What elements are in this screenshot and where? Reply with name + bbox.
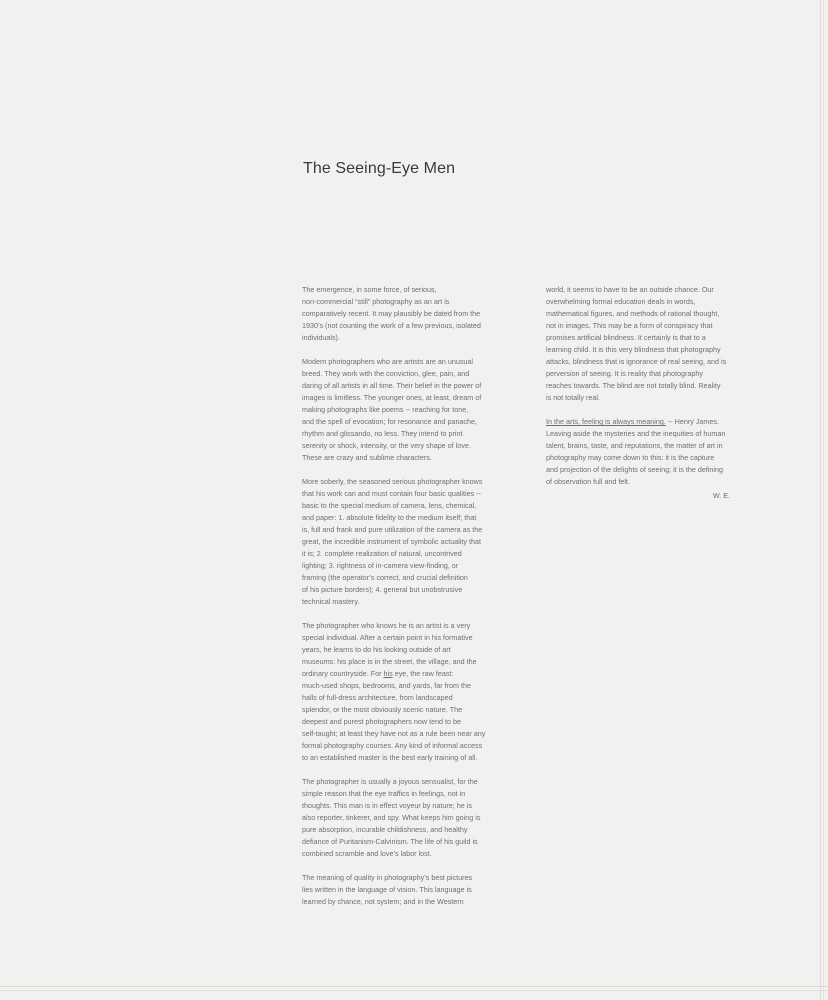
text-line: halls of full-dress architecture, from landscaped	[302, 693, 453, 702]
text-line: it is; 2. complete realization of natural, uncontrived	[302, 549, 462, 558]
text-line: 1930’s (not counting the work of a few previous, isolated	[302, 321, 481, 330]
text-line: ordinary countryside. For his eye, the raw feast:	[302, 669, 454, 678]
text-line: and the spell of evocation; for resonance and panache,	[302, 417, 478, 426]
text-line: simple reason that the eye traffics in feelings, not in	[302, 789, 466, 798]
text-line: of his picture borders); 4. general but unobstrusive	[302, 585, 463, 594]
paragraph	[302, 872, 494, 908]
text-line: talent, brains, taste, and reputations, the matter of art in	[546, 441, 723, 450]
text-line: daring of all artists in all time. Their belief in the power of	[302, 381, 482, 390]
text-line: is not totally real.	[546, 393, 600, 402]
text-line: that his work can and must contain four basic qualities --	[302, 489, 481, 498]
text-line: The photographer who knows he is an artist is a very	[302, 621, 471, 630]
text-line: and paper: 1. absolute fidelity to the medium itself; that	[302, 513, 477, 522]
paragraph	[302, 620, 494, 764]
text-line: photography may come down to this: it is the capture	[546, 453, 715, 462]
quote-continuation	[546, 428, 736, 488]
quote-line	[546, 416, 736, 428]
paragraph	[302, 476, 494, 608]
text-line: self-taught; at least they have not as a rule been near any	[302, 729, 486, 738]
text-line: comparatively recent. It may plausibly be dated from the	[302, 309, 481, 318]
page-edge-right-inner	[823, 0, 824, 1000]
text-line: is, full and frank and pure utilization of the camera as the	[302, 525, 483, 534]
text-line: overwhelming formal education deals in words,	[546, 297, 696, 306]
text-line: years, he learns to do his looking outside of art	[302, 645, 451, 654]
text-line: defiance of Puritanism-Calvinism. The life of his guild is	[302, 837, 478, 846]
text-line: also reporter, tinkerer, and spy. What keeps him going is	[302, 813, 481, 822]
text-line: rhythm and glissando, no less. They intend to print	[302, 429, 463, 438]
text-line: lighting; 3. rightness of in-camera view-finding, or	[302, 561, 459, 570]
page-title: The Seeing-Eye Men	[303, 160, 456, 177]
text-line: combined scramble and love’s labor lost.	[302, 849, 432, 858]
text-line: The emergence, in some force, of serious,	[302, 285, 437, 294]
text-line: world, it seems to have to be an outside chance. Our	[546, 285, 714, 294]
text-line: of observation full and felt.	[546, 477, 630, 486]
paragraph	[302, 284, 494, 344]
text-line: deepest and purest photographers now tend to be	[302, 717, 462, 726]
text-line: perversion of seeing. It is reality that photography	[546, 369, 704, 378]
text-line: attacks, blindness that is ignorance of real seeing, and is	[546, 357, 727, 366]
text-line: framing (the operator’s correct, and crucial definition	[302, 573, 468, 582]
text-line: non-commercial “still” photography as an art is	[302, 297, 450, 306]
text-line: technical mastery.	[302, 597, 360, 606]
text-line: and projection of the delights of seeing; it is the defining	[546, 465, 724, 474]
text-line: making photographs like poems -- reaching for tone,	[302, 405, 469, 414]
text-line: much-used shops, bedrooms, and yards, far from the	[302, 681, 471, 690]
page-edge-bottom-inner	[0, 990, 828, 991]
text-line: mathematical figures, and methods of rational thought,	[546, 309, 720, 318]
text-line: individuals).	[302, 333, 340, 342]
text-line: not in images. This may be a form of conspiracy that	[546, 321, 713, 330]
text-line: images is limitless. The younger ones, at least, dream of	[302, 393, 482, 402]
text-line: The meaning of quality in photography’s best pictures	[302, 873, 473, 882]
text-line: Modern photographers who are artists are an unusual	[302, 357, 474, 366]
paragraph	[302, 776, 494, 860]
text-line: special individual. After a certain point in his formative	[302, 633, 473, 642]
text-line: museums: his place is in the street, the village, and the	[302, 657, 477, 666]
text-line: promises artificial blindness. It certainly is that to a	[546, 333, 706, 342]
text-line: thoughts. This man is in effect voyeur by nature; he is	[302, 801, 472, 810]
quote-paragraph	[546, 416, 736, 502]
text-line: These are crazy and sublime characters.	[302, 453, 432, 462]
text-line: More soberly, the seasoned serious photographer knows	[302, 477, 483, 486]
text-column-right	[546, 284, 736, 514]
text-line: breed. They work with the conviction, glee, pain, and	[302, 369, 470, 378]
quote-text: In the arts, feeling is always meaning.	[546, 417, 666, 426]
text-line: reaches towards. The blind are not totally blind. Reality	[546, 381, 721, 390]
text-line: to an established master is the best early training of all.	[302, 753, 478, 762]
text-column-left	[302, 284, 494, 920]
page-edge-right	[820, 0, 821, 1000]
paragraph	[302, 356, 494, 464]
text-line: Leaving aside the mysteries and the inequities of human	[546, 429, 726, 438]
text-line: learned by chance, not system; and in the Western	[302, 897, 464, 906]
text-line: serenity or shock, intensity, or the very shape of love.	[302, 441, 471, 450]
author-initials: W. E.	[712, 491, 730, 500]
text-line: The photographer is usually a joyous sensualist, for the	[302, 777, 478, 786]
paragraph	[546, 284, 736, 404]
page-edge-bottom	[0, 986, 828, 987]
text-line: formal photography courses. Any kind of informal access	[302, 741, 483, 750]
quote-attribution: -- Henry James.	[665, 417, 719, 426]
text-line: great, the incredible instrument of symbolic actuality that	[302, 537, 481, 546]
text-line: lies written in the language of vision. This language is	[302, 885, 472, 894]
text-line: pure absorption, incurable childishness, and healthy	[302, 825, 468, 834]
text-line: learning child. It is this very blindness that photography	[546, 345, 721, 354]
text-line: splendor, or the most obviously scenic nature. The	[302, 705, 463, 714]
text-line: basic to the special medium of camera, lens, chemical,	[302, 501, 477, 510]
